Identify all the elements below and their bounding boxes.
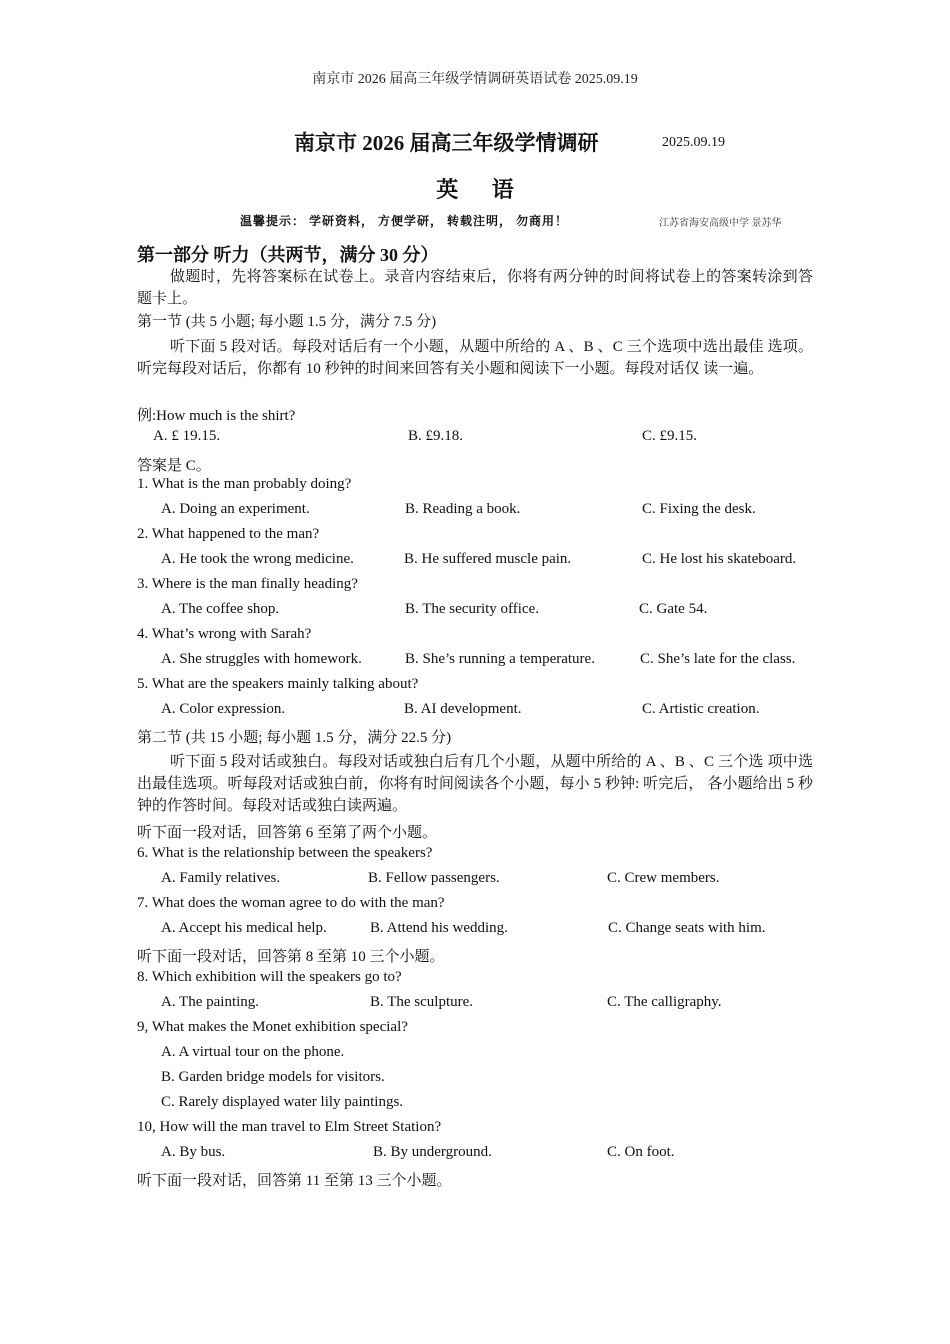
tip-notice: 温馨提示： 学研资料， 方便学研， 转载注明， 勿商用！ <box>240 214 569 228</box>
example-option-b: B. £9.18. <box>408 428 464 444</box>
q7-option-b: B. Attend his wedding. <box>370 920 508 936</box>
title-date: 2025.09.19 <box>662 135 725 150</box>
question-2: 2. What happened to the man? <box>137 526 320 542</box>
q3-option-b: B. The security office. <box>405 601 539 617</box>
q7-option-c: C. Change seats with him. <box>608 920 766 936</box>
q6-option-a: A. Family relatives. <box>161 870 281 886</box>
q4-option-c: C. She’s late for the class. <box>640 651 796 667</box>
section2-heading: 第二节 (共 15 小题; 每小题 1.5 分，满分 22.5 分) <box>137 730 452 746</box>
subject-heading: 英 语 <box>436 177 528 202</box>
q10-option-a: A. By bus. <box>161 1144 226 1160</box>
q10-option-b: B. By underground. <box>373 1144 492 1160</box>
q9-option-c: C. Rarely displayed water lily paintings. <box>161 1094 404 1110</box>
part1-heading: 第一部分 听力（共两节，满分 30 分） <box>137 245 439 265</box>
q4-option-b: B. She’s running a temperature. <box>405 651 595 667</box>
q4-option-a: A. She struggles with homework. <box>161 651 362 667</box>
example-question: 例:How much is the shirt? <box>137 408 296 424</box>
q5-option-c: C. Artistic creation. <box>642 701 760 717</box>
q3-option-a: A. The coffee shop. <box>161 601 280 617</box>
running-header: 南京市 2026 届高三年级学情调研英语试卷 2025.09.19 <box>312 72 638 87</box>
intro-6-7: 听下面一段对话，回答第 6 至第了两个小题。 <box>137 825 438 841</box>
question-8: 8. Which exhibition will the speakers go to? <box>137 969 402 985</box>
q9-option-a: A. A virtual tour on the phone. <box>161 1044 345 1060</box>
example-answer: 答案是 C。 <box>137 458 211 474</box>
q8-option-c: C. The calligraphy. <box>607 994 722 1010</box>
q1-option-b: B. Reading a book. <box>405 501 521 517</box>
q8-option-a: A. The painting. <box>161 994 260 1010</box>
q10-option-c: C. On foot. <box>607 1144 675 1160</box>
q5-option-b: B. AI development. <box>404 701 522 717</box>
q2-option-c: C. He lost his skateboard. <box>642 551 797 567</box>
question-6: 6. What is the relationship between the speakers? <box>137 845 433 861</box>
intro-8-10: 听下面一段对话，回答第 8 至第 10 三个小题。 <box>137 949 445 965</box>
question-10: 10, How will the man travel to Elm Street Station? <box>137 1119 442 1135</box>
example-option-c: C. £9.15. <box>642 428 698 444</box>
q6-option-c: C. Crew members. <box>607 870 720 886</box>
q3-option-c: C. Gate 54. <box>639 601 708 617</box>
q2-option-b: B. He suffered muscle pain. <box>404 551 572 567</box>
q9-option-b: B. Garden bridge models for visitors. <box>161 1069 385 1085</box>
question-4: 4. What’s wrong with Sarah? <box>137 626 312 642</box>
question-9: 9, What makes the Monet exhibition special? <box>137 1019 408 1035</box>
page-title: 南京市 2026 届高三年级学情调研 <box>294 131 599 155</box>
q2-option-a: A. He took the wrong medicine. <box>161 551 354 567</box>
q6-option-b: B. Fellow passengers. <box>368 870 500 886</box>
question-7: 7. What does the woman agree to do with the man? <box>137 895 445 911</box>
example-option-a: A. £ 19.15. <box>153 428 221 444</box>
q5-option-a: A. Color expression. <box>161 701 286 717</box>
tip-source: 江苏省海安高级中学 景苏华 <box>659 218 782 229</box>
section1-instructions: 听下面 5 段对话。每段对话后有一个小题，从题中所给的 A 、B 、C 三个选项中选出最佳 选项。听完每段对话后，你都有 10 秒钟的时间来回答有关小题和阅读下一小题。每段对话仅 读一遍。 <box>137 339 813 377</box>
intro-11-13: 听下面一段对话，回答第 11 至第 13 三个小题。 <box>137 1173 452 1189</box>
q1-option-c: C. Fixing the desk. <box>642 501 756 517</box>
question-1: 1. What is the man probably doing? <box>137 476 352 492</box>
part1-instructions: 做题时，先将答案标在试卷上。录音内容结束后，你将有两分钟的时间将试卷上的答案转涂到答题卡上。 <box>137 269 813 307</box>
section1-heading: 第一节 (共 5 小题; 每小题 1.5 分，满分 7.5 分) <box>137 314 437 330</box>
q1-option-a: A. Doing an experiment. <box>161 501 310 517</box>
q8-option-b: B. The sculpture. <box>370 994 474 1010</box>
q7-option-a: A. Accept his medical help. <box>161 920 327 936</box>
question-5: 5. What are the speakers mainly talking about? <box>137 676 419 692</box>
question-3: 3. Where is the man finally heading? <box>137 576 358 592</box>
section2-instructions: 听下面 5 段对话或独白。每段对话或独白后有几个小题，从题中所给的 A 、B 、C 三个选 项中选出最佳选项。听每段对话或独白前，你将有时间阅读各个小题，每小 5 秒钟: 听完后， 各小题给出 5 秒钟的作答时间。每段对话或独白读两遍。 <box>137 754 813 814</box>
